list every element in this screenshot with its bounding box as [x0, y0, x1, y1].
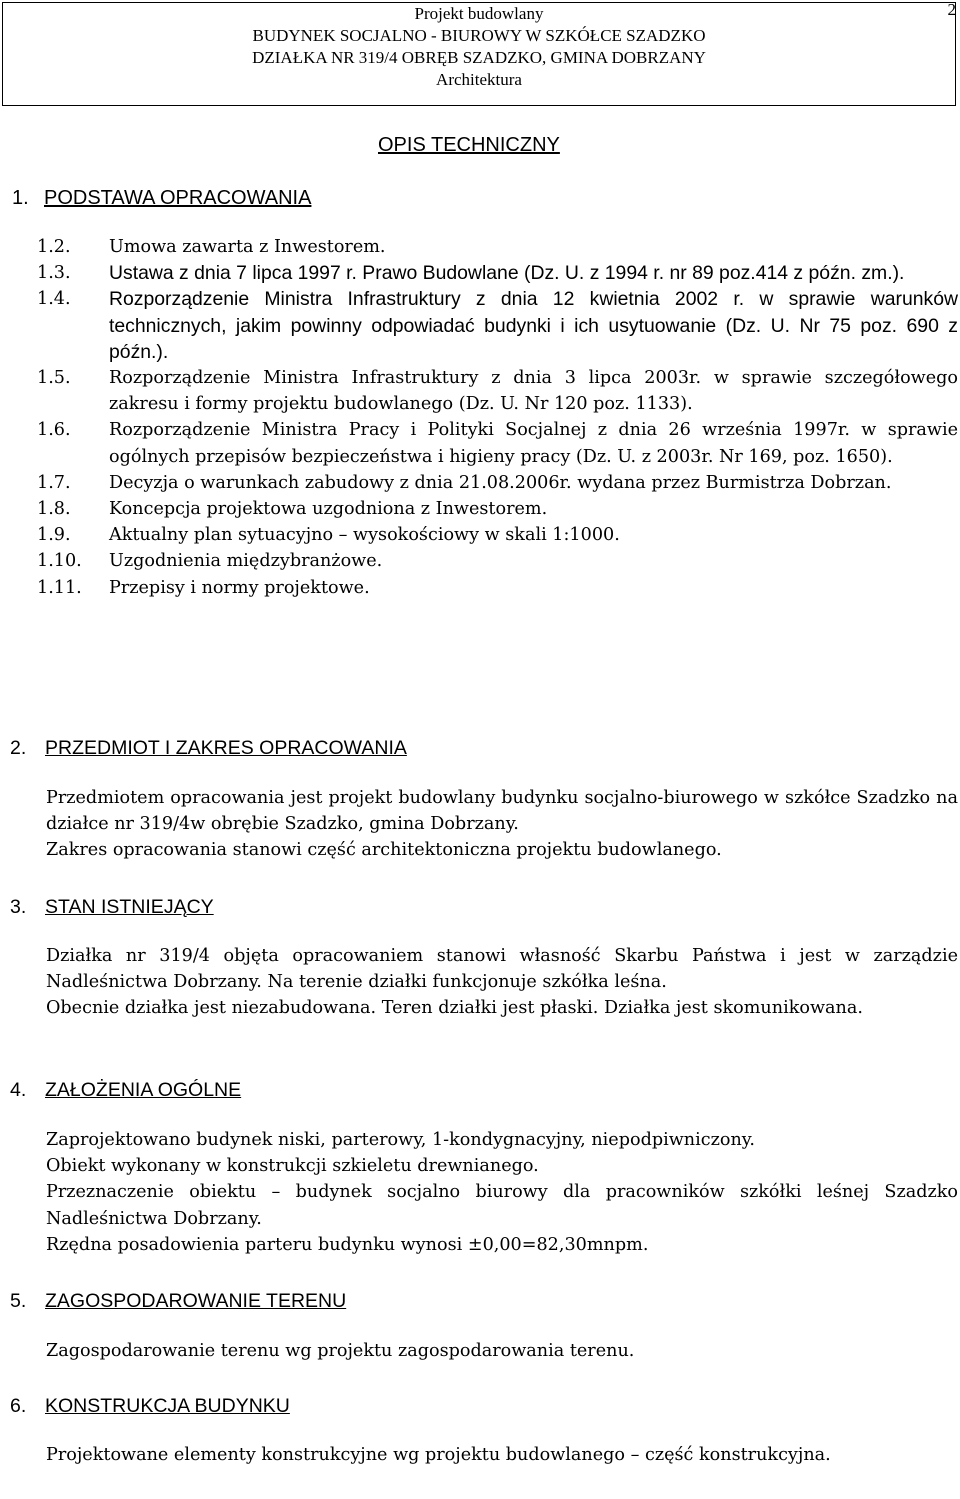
section-4	[10, 1079, 960, 1258]
section-title: PODSTAWA OPRACOWANIA	[44, 187, 312, 209]
list-item	[37, 575, 958, 601]
item-number: 1.5.	[37, 368, 71, 389]
header-line-discipline: Architektura	[436, 70, 522, 89]
item-number: 1.8.	[37, 499, 71, 520]
item-text: Aktualny plan sytuacyjno – wysokościowy w skali 1:1000.	[109, 525, 620, 546]
item-text: Przepisy i normy projektowe.	[109, 577, 370, 598]
section-1-heading	[12, 187, 311, 210]
item-text: Uzgodnienia międzybranżowe.	[109, 551, 383, 572]
section-5	[10, 1290, 960, 1364]
header-line-plot: DZIAŁKA NR 319/4 OBRĘB SZADZKO, GMINA DOBRZANY	[252, 48, 706, 67]
section-6-heading	[10, 1395, 960, 1418]
section-4-body	[46, 1127, 958, 1258]
list-item	[37, 548, 958, 574]
item-number: 1.3.	[37, 263, 71, 284]
paragraph: Zakres opracowania stanowi część architektoniczna projektu budowlanego.	[46, 840, 722, 861]
item-text: Umowa zawarta z Inwestorem.	[109, 237, 386, 257]
section-title: KONSTRUKCJA BUDYNKU	[45, 1395, 290, 1417]
item-text: Ustawa z dnia 7 lipca 1997 r. Prawo Budowlane (Dz. U. z 1994 r. nr 89 poz.414 z późn. zm.).	[109, 262, 905, 285]
paragraph: Zaprojektowano budynek niski, parterowy, 1-kondygnacyjny, niepodpiwniczony.	[46, 1130, 755, 1150]
section-title: ZAŁOŻENIA OGÓLNE	[45, 1079, 242, 1101]
section-5-body	[46, 1338, 958, 1364]
paragraph: Projektowane elementy konstrukcyjne wg projektu budowlanego – część konstrukcyjna.	[46, 1445, 831, 1465]
section-2-heading	[10, 737, 960, 760]
item-text: Rozporządzenie Ministra Infrastruktury z dnia 3 lipca 2003r. w sprawie szczegółowego zakresu i formy projektu budowlanego (Dz. U. Nr 120 poz. 1133).	[109, 368, 958, 415]
item-number: 1.4.	[37, 289, 71, 310]
list-item	[37, 470, 958, 496]
section-title: STAN ISTNIEJĄCY	[45, 896, 214, 918]
section-number: 4.	[10, 1079, 27, 1101]
section-3-heading	[10, 896, 960, 919]
item-number: 1.9.	[37, 525, 71, 546]
list-item	[37, 417, 958, 469]
document-header	[2, 2, 956, 106]
paragraph: Obiekt wykonany w konstrukcji szkieletu drewnianego.	[46, 1156, 539, 1177]
section-2	[10, 737, 960, 864]
paragraph: Rzędna posadowienia parteru budynku wynosi ±0,00=82,30mnpm.	[46, 1234, 649, 1255]
section-6-body	[46, 1442, 958, 1468]
header-line-project: Projekt budowlany	[414, 4, 544, 23]
paragraph: Działka nr 319/4 objęta opracowaniem stanowi własność Skarbu Państwa i jest w zarządzie Nadleśnictwa Dobrzany. Na terenie działki funkcjonuje szkółka leśna.	[46, 946, 958, 993]
section-number: 5.	[10, 1290, 27, 1312]
paragraph: Zagospodarowanie terenu wg projektu zagospodarowania terenu.	[46, 1341, 635, 1361]
item-number: 1.6.	[37, 420, 71, 441]
item-text: Koncepcja projektowa uzgodniona z Inwestorem.	[109, 499, 548, 520]
item-text: Decyzja o warunkach zabudowy z dnia 21.08.2006r. wydana przez Burmistrza Dobrzan.	[109, 472, 892, 493]
list-item	[37, 260, 958, 286]
paragraph: Obecnie działka jest niezabudowana. Teren działki jest płaski. Działka jest skomunikowana.	[46, 998, 863, 1019]
section-5-heading	[10, 1290, 960, 1313]
item-text: Rozporządzenie Ministra Infrastruktury z dnia 12 kwietnia 2002 r. w sprawie warunków technicznych, jakim powinny odpowiadać budynki i ich usytuowanie (Dz. U. Nr 75 poz. 690 z późn.).	[109, 288, 958, 363]
section-3-body	[46, 943, 958, 1022]
section-number: 1.	[12, 187, 29, 209]
item-number: 1.7.	[37, 472, 71, 493]
section-2-body	[46, 785, 958, 864]
item-text: Rozporządzenie Ministra Pracy i Polityki Socjalnej z dnia 26 września 1997r. w sprawie ogólnych przepisów bezpieczeństwa i higieny pracy (Dz. U. z 2003r. Nr 169, poz. 1650).	[109, 420, 958, 467]
list-item	[37, 522, 958, 548]
item-number: 1.10.	[37, 551, 82, 572]
section-4-heading	[10, 1079, 960, 1102]
section-number: 3.	[10, 896, 27, 918]
header-line-building: BUDYNEK SOCJALNO - BIUROWY W SZKÓŁCE SZADZKO	[252, 26, 706, 45]
page-number: 2	[947, 0, 956, 19]
list-item	[37, 365, 958, 417]
section-3	[10, 896, 960, 1022]
list-item	[37, 234, 958, 260]
section-title: PRZEDMIOT I ZAKRES OPRACOWANIA	[45, 737, 407, 759]
basis-list	[37, 234, 958, 601]
paragraph: Przeznaczenie obiektu – budynek socjalno biurowy dla pracowników szkółki leśnej Szadzko Nadleśnictwa Dobrzany.	[46, 1182, 958, 1229]
item-number: 1.11.	[37, 577, 82, 598]
item-number: 1.2.	[37, 237, 71, 257]
section-number: 6.	[10, 1395, 27, 1417]
page-title: OPIS TECHNICZNY	[378, 134, 560, 156]
paragraph: Przedmiotem opracowania jest projekt budowlany budynku socjalno-biurowego w szkółce Szadzko na działce nr 319/4w obrębie Szadzko, gmina Dobrzany.	[46, 788, 958, 835]
section-number: 2.	[10, 737, 27, 759]
section-6	[10, 1395, 960, 1468]
section-title: ZAGOSPODAROWANIE TERENU	[45, 1290, 347, 1312]
list-item	[37, 496, 958, 522]
list-item	[37, 286, 958, 365]
